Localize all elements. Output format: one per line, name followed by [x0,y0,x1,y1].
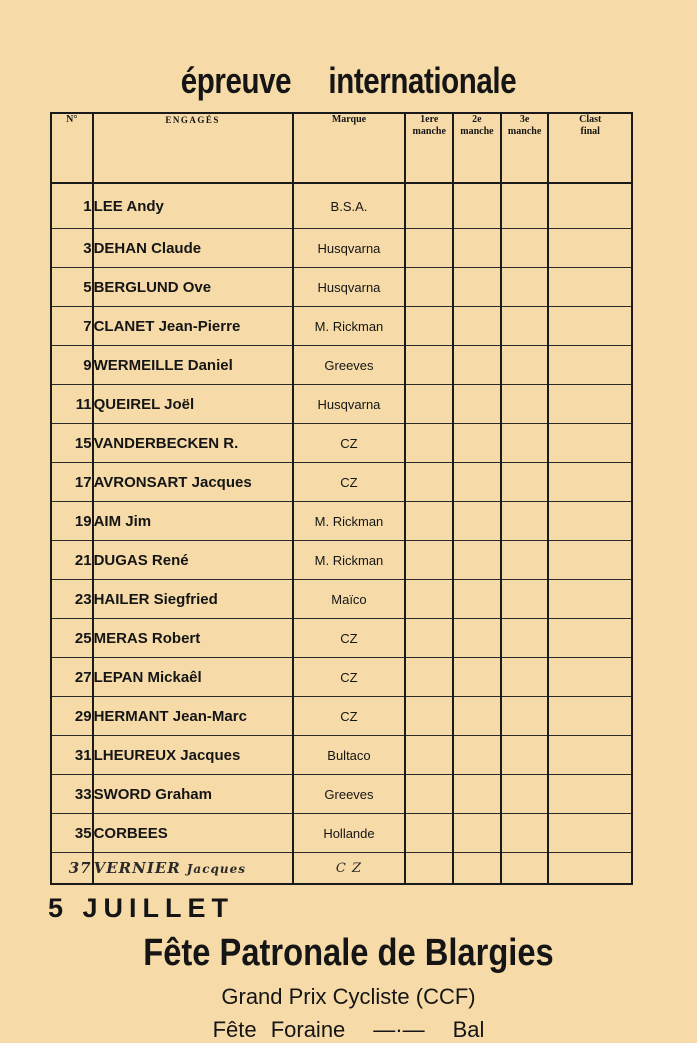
entry-make: M. Rickman [293,541,406,580]
cell-final [548,619,632,658]
cell-heat-1 [405,268,453,307]
entry-number: 21 [51,541,93,580]
header-final [548,113,632,183]
event-subtitle: Grand Prix Cycliste (CCF) [221,984,476,1009]
entry-number: 11 [51,385,93,424]
entry-number: 19 [51,502,93,541]
header-final-top: Clast [579,114,602,125]
cell-final [548,463,632,502]
cell-final [548,736,632,775]
entry-make: CZ [293,658,406,697]
entry-number: 7 [51,307,93,346]
date-heading: 5 JUILLET [48,893,235,923]
cell-heat-3 [501,183,549,229]
cell-heat-3 [501,658,549,697]
event-title: Fête Patronale de Blargies [143,932,554,974]
entry-name: MERAS Robert [93,619,293,658]
cell-final [548,307,632,346]
cell-final [548,385,632,424]
entry-name: BERGLUND Ove [93,268,293,307]
table-row [51,268,632,307]
entry-name: HAILER Siegfried [93,580,293,619]
entry-make: M. Rickman [293,307,406,346]
entry-name: DUGAS René [93,541,293,580]
cell-heat-1 [405,775,453,814]
entry-name: DEHAN Claude [93,229,293,268]
cell-heat-1 [405,736,453,775]
entry-name: LEPAN Mickaêl [93,658,293,697]
cell-heat-3 [501,424,549,463]
table-row [51,463,632,502]
table-row [51,580,632,619]
extras-left: Fête Foraine [212,1017,346,1042]
cell-heat-3 [501,268,549,307]
header-heat-3-ordinal: 3e [519,114,530,125]
cell-final [548,268,632,307]
cell-heat-1 [405,853,453,885]
cell-heat-3 [501,775,549,814]
cell-final [548,853,632,885]
cell-heat-1 [405,580,453,619]
entry-number: 1 [51,183,93,229]
table-row [51,424,632,463]
table-row [51,697,632,736]
cell-heat-2 [453,502,501,541]
cell-heat-1 [405,229,453,268]
entry-name: CORBEES [93,814,293,853]
table-header-row [51,113,632,183]
table-row [51,346,632,385]
cell-heat-3 [501,814,549,853]
entry-name: CLANET Jean-Pierre [93,307,293,346]
handwritten-number: 37 [51,853,93,885]
entry-make: CZ [293,424,406,463]
handwritten-name [93,853,293,885]
entry-name: QUEIREL Joël [93,385,293,424]
cell-heat-2 [453,183,501,229]
header-heat-2 [453,113,501,183]
entry-make: Maïco [293,580,406,619]
entry-number: 15 [51,424,93,463]
header-heat-2-label: manche [460,126,494,137]
cell-heat-3 [501,502,549,541]
cell-final [548,541,632,580]
header-make: Marque [293,113,406,183]
cell-final [548,814,632,853]
header-heat-2-ordinal: 2e [472,114,482,125]
entry-make: CZ [293,697,406,736]
table-row [51,814,632,853]
entry-name: VANDERBECKEN R. [93,424,293,463]
cell-heat-1 [405,307,453,346]
table-row [51,619,632,658]
cell-heat-1 [405,541,453,580]
cell-heat-3 [501,463,549,502]
cell-heat-1 [405,385,453,424]
table-row [51,307,632,346]
entry-name: SWORD Graham [93,775,293,814]
table-row [51,736,632,775]
entry-name: AIM Jim [93,502,293,541]
entry-make: M. Rickman [293,502,406,541]
cell-heat-2 [453,268,501,307]
entry-number: 25 [51,619,93,658]
handwritten-make: C Z [293,853,406,885]
event-extras [0,1017,697,1043]
cell-heat-2 [453,385,501,424]
table-row [51,502,632,541]
entry-make: Greeves [293,775,406,814]
header-number: N° [51,113,93,183]
cell-final [548,346,632,385]
cell-final [548,229,632,268]
entry-make: Greeves [293,346,406,385]
cell-heat-3 [501,307,549,346]
entry-make: Husqvarna [293,268,406,307]
entry-make: CZ [293,463,406,502]
cell-heat-2 [453,658,501,697]
header-heat-1-label: manche [412,126,446,137]
handwritten-row [51,853,632,885]
cell-heat-2 [453,229,501,268]
entry-name: AVRONSART Jacques [93,463,293,502]
cell-heat-2 [453,541,501,580]
cell-heat-3 [501,385,549,424]
cell-heat-3 [501,346,549,385]
table-row [51,658,632,697]
header-heat-3-label: manche [507,126,542,137]
cell-heat-2 [453,424,501,463]
cell-heat-1 [405,463,453,502]
cell-final [548,775,632,814]
cell-heat-1 [405,814,453,853]
header-heat-3 [501,113,549,183]
cell-heat-3 [501,736,549,775]
entry-name: LEE Andy [93,183,293,229]
cell-heat-2 [453,307,501,346]
cell-heat-1 [405,424,453,463]
entry-number: 23 [51,580,93,619]
extras-separator: —·— [373,1017,425,1042]
cell-heat-2 [453,736,501,775]
header-final-bottom: final [580,126,600,137]
entries-table [50,112,633,885]
entry-number: 5 [51,268,93,307]
cell-final [548,697,632,736]
cell-heat-3 [501,541,549,580]
cell-heat-3 [501,697,549,736]
cell-heat-2 [453,814,501,853]
header-heat-1 [405,113,453,183]
entry-number: 9 [51,346,93,385]
cell-heat-2 [453,580,501,619]
entry-make: Husqvarna [293,229,406,268]
table-row [51,541,632,580]
cell-heat-1 [405,697,453,736]
entry-make: Hollande [293,814,406,853]
entry-number: 35 [51,814,93,853]
entry-number: 31 [51,736,93,775]
cell-final [548,183,632,229]
page-title: épreuve internationale [180,60,517,101]
table-row [51,183,632,229]
cell-heat-3 [501,853,549,885]
entry-number: 17 [51,463,93,502]
cell-heat-1 [405,183,453,229]
cell-heat-2 [453,697,501,736]
entry-number: 3 [51,229,93,268]
cell-heat-1 [405,619,453,658]
entry-make: B.S.A. [293,183,406,229]
cell-heat-2 [453,775,501,814]
entry-name: WERMEILLE Daniel [93,346,293,385]
cell-heat-1 [405,502,453,541]
cell-heat-3 [501,229,549,268]
cell-heat-3 [501,619,549,658]
cell-heat-1 [405,658,453,697]
cell-heat-2 [453,619,501,658]
cell-final [548,502,632,541]
entry-make: Husqvarna [293,385,406,424]
extras-right: Bal [452,1017,485,1042]
entry-name: LHEUREUX Jacques [93,736,293,775]
entries-body [51,183,632,884]
cell-final [548,658,632,697]
cell-heat-2 [453,853,501,885]
entry-make: Bultaco [293,736,406,775]
cell-final [548,424,632,463]
table-row [51,775,632,814]
entry-name: HERMANT Jean-Marc [93,697,293,736]
header-heat-1-ordinal: 1ere [420,114,439,125]
entry-number: 27 [51,658,93,697]
cell-final [548,580,632,619]
entry-make: CZ [293,619,406,658]
handwritten-surname: VERNIER [93,859,181,877]
cell-heat-2 [453,346,501,385]
table-row [51,229,632,268]
cell-heat-1 [405,346,453,385]
cell-heat-3 [501,580,549,619]
handwritten-firstname: Jacques [186,862,247,876]
entry-number: 29 [51,697,93,736]
header-entrants: ENGAGÉS [93,113,293,183]
cell-heat-2 [453,463,501,502]
entry-number: 33 [51,775,93,814]
table-row [51,385,632,424]
